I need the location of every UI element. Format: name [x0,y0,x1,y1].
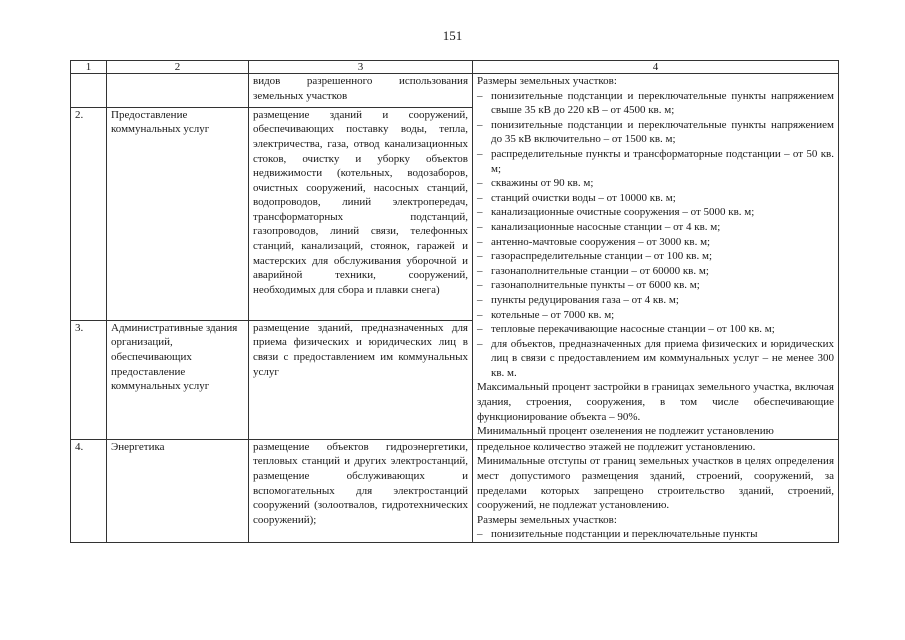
list-item: – тепловые перекачивающие насосные станции – от 100 кв. м; [477,322,834,337]
row-number: 3. [71,320,107,439]
sizes-list [477,89,834,381]
list-item: – станций очистки воды – от 10000 кв. м; [477,191,834,206]
max-build-percent: Максимальный процент застройки в границах земельного участка, включая здания, строения, сооружения, в том числе обеспечивающие функционирование объекта – 90%. [477,381,834,423]
table-header-row [71,61,839,74]
sizes-list [477,527,834,542]
row-name: Энергетика [107,439,249,542]
header-col-1: 1 [71,61,107,74]
row-name: Административные здания организаций, обеспечивающих предоставление коммунальных услуг [107,320,249,439]
list-item: – скважины от 90 кв. м; [477,176,834,191]
table-row [71,439,839,542]
list-item: – понизительные подстанции и переключательные пункты [477,527,834,542]
sizes-intro: Размеры земельных участков: [477,513,617,526]
row-parameters [473,439,839,542]
row-description: видов разрешенного использования земельных участков [249,74,473,108]
row-description: размещение зданий, предназначенных для приема физических и юридических лиц в связи с предоставлением им коммунальных услуг [249,320,473,439]
setbacks-text: Минимальные отступы от границ земельных участков в целях определения мест допустимого размещения зданий, строений, сооружений, за пределами которых запрещено строительство зданий, строений, сооружений, не подлежат установлению. [477,455,834,512]
floors-text: предельное количество этажей не подлежит установлению. [477,440,756,453]
row-description: размещение зданий и сооружений, обеспечивающих поставку воды, тепла, электричества, газа, отвод канализационных стоков, очистку и уборку объектов недвижимости (котельных, водозаборов, очистных сооружений, насосных станций, водопроводов, линий электропередач, трансформаторных подстанций, газопроводов, линий связи, телефонных станций, канализаций, стоянок, гаражей и мастерских для обслуживания уборочной и аварийной техники, сооружений, необходимых для сбора и плавки снега) [249,107,473,320]
header-col-2: 2 [107,61,249,74]
row-name [107,74,249,108]
list-item: – антенно-мачтовые сооружения – от 3000 кв. м; [477,235,834,250]
row-number: 2. [71,107,107,320]
list-item: – распределительные пункты и трансформаторные подстанции – от 50 кв. м; [477,147,834,176]
list-item: – пункты редуцирования газа – от 4 кв. м; [477,293,834,308]
page-number: 151 [442,28,463,43]
min-green-percent: Минимальный процент озеленения не подлежит установлению [477,425,774,438]
table-row [71,74,839,108]
list-item: – понизительные подстанции и переключательные пункты напряжением свыше 35 кВ до 220 кВ – от 4500 кв. м; [477,89,834,118]
row-number: 4. [71,439,107,542]
row-description: размещение объектов гидроэнергетики, тепловых станций и других электростанций, размещение обслуживающих и вспомогательных для электростанций сооружений (золоотвалов, гидротехнических сооружений); [249,439,473,542]
row-name: Предоставление коммунальных услуг [107,107,249,320]
header-col-3: 3 [249,61,473,74]
regulations-table [70,60,839,543]
list-item: – газораспределительные станции – от 100 кв. м; [477,249,834,264]
list-item: – газонаполнительные станции – от 60000 кв. м; [477,264,834,279]
sizes-intro: Размеры земельных участков: [477,75,617,87]
row-number [71,74,107,108]
list-item: – для объектов, предназначенных для приема физических и юридических лиц в связи с предоставлением им коммунальных услуг – не менее 300 кв. м. [477,337,834,381]
list-item: – понизительные подстанции и переключательные пункты напряжением до 35 кВ включительно – от 1500 кв. м; [477,118,834,147]
row-parameters [473,74,839,440]
list-item: – котельные – от 7000 кв. м; [477,308,834,323]
list-item: – газонаполнительные пункты – от 6000 кв. м; [477,278,834,293]
list-item: – канализационные очистные сооружения – от 5000 кв. м; [477,205,834,220]
header-col-4: 4 [473,61,839,74]
list-item: – канализационные насосные станции – от 4 кв. м; [477,220,834,235]
